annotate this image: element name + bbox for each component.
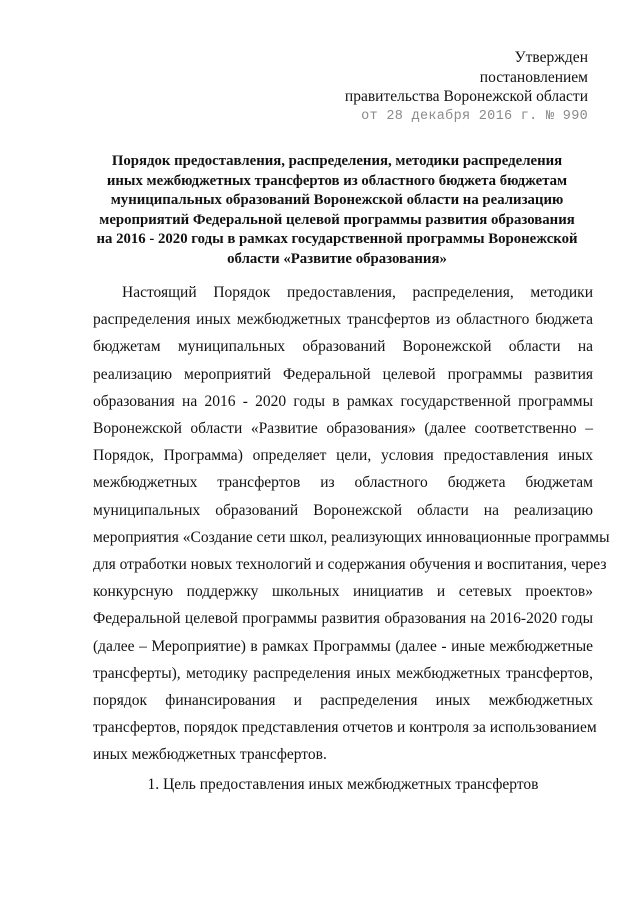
- body-line: Настоящий Порядок предоставления, распределения, методики: [122, 284, 593, 301]
- body-line: мероприятия «Создание сети школ, реализующих инновационные программы: [93, 528, 610, 546]
- body-paragraph: [93, 279, 610, 769]
- document-title: [82, 152, 592, 269]
- body-line: (далее – Мероприятие) в рамках Программы (далее - иные межбюджетные: [93, 637, 593, 655]
- body-line: порядок финансирования и распределения иных межбюджетных: [93, 692, 593, 710]
- body-line: Федеральной целевой программы развития образования на 2016-2020 годы: [93, 610, 593, 628]
- title-line: области «Развитие образования»: [227, 250, 447, 267]
- approval-line-government: правительства Воронежской области: [344, 88, 588, 105]
- approval-block: [345, 48, 588, 126]
- body-line: трансферты), методику распределения иных межбюджетных трансфертов,: [93, 664, 593, 682]
- approval-date-stamp: от 28 декабря 2016 г. № 990: [361, 108, 588, 124]
- body-line: бюджетам муниципальных образований Воронежской области на: [93, 338, 593, 356]
- title-line: мероприятий Федеральной целевой программы развития образования: [99, 211, 575, 228]
- approval-line-resolution: постановлением: [479, 68, 588, 86]
- body-line: Воронежской области «Развитие образования» (далее соответственно –: [93, 420, 593, 438]
- body-line: образования на 2016 - 2020 годы в рамках государственной программы: [93, 392, 593, 410]
- body-line: реализацию мероприятий Федеральной целевой программы развития: [93, 365, 593, 383]
- paragraph: [93, 279, 610, 769]
- title-line: на 2016 - 2020 годы в рамках государственной программы Воронежской: [96, 231, 578, 247]
- section-heading: 1. Цель предоставления иных межбюджетных трансфертов: [147, 776, 539, 793]
- body-line: конкурсную поддержку школьных инициатив и сетевых проектов»: [93, 583, 593, 601]
- title-line: муниципальных образований Воронежской области на реализацию: [110, 192, 564, 208]
- body-line: трансфертов, порядок представления отчетов и контроля за использованием: [93, 719, 597, 737]
- title-line: Порядок предоставления, распределения, методики распределения: [111, 153, 563, 169]
- body-line: распределения иных межбюджетных трансфертов из областного бюджета: [93, 311, 593, 329]
- body-line: межбюджетных трансфертов из областного бюджета бюджетам: [93, 474, 593, 492]
- body-line: иных межбюджетных трансфертов.: [93, 746, 327, 764]
- approval-line-approved: Утвержден: [514, 49, 588, 66]
- body-line: муниципальных образований Воронежской области на реализацию: [93, 501, 593, 519]
- title-line: иных межбюджетных трансфертов из областного бюджета бюджетам: [106, 172, 568, 189]
- body-line: для отработки новых технологий и содержания обучения и воспитания, через: [93, 556, 607, 574]
- body-line: Порядок, Программа) определяет цели, условия предоставления иных: [93, 447, 593, 465]
